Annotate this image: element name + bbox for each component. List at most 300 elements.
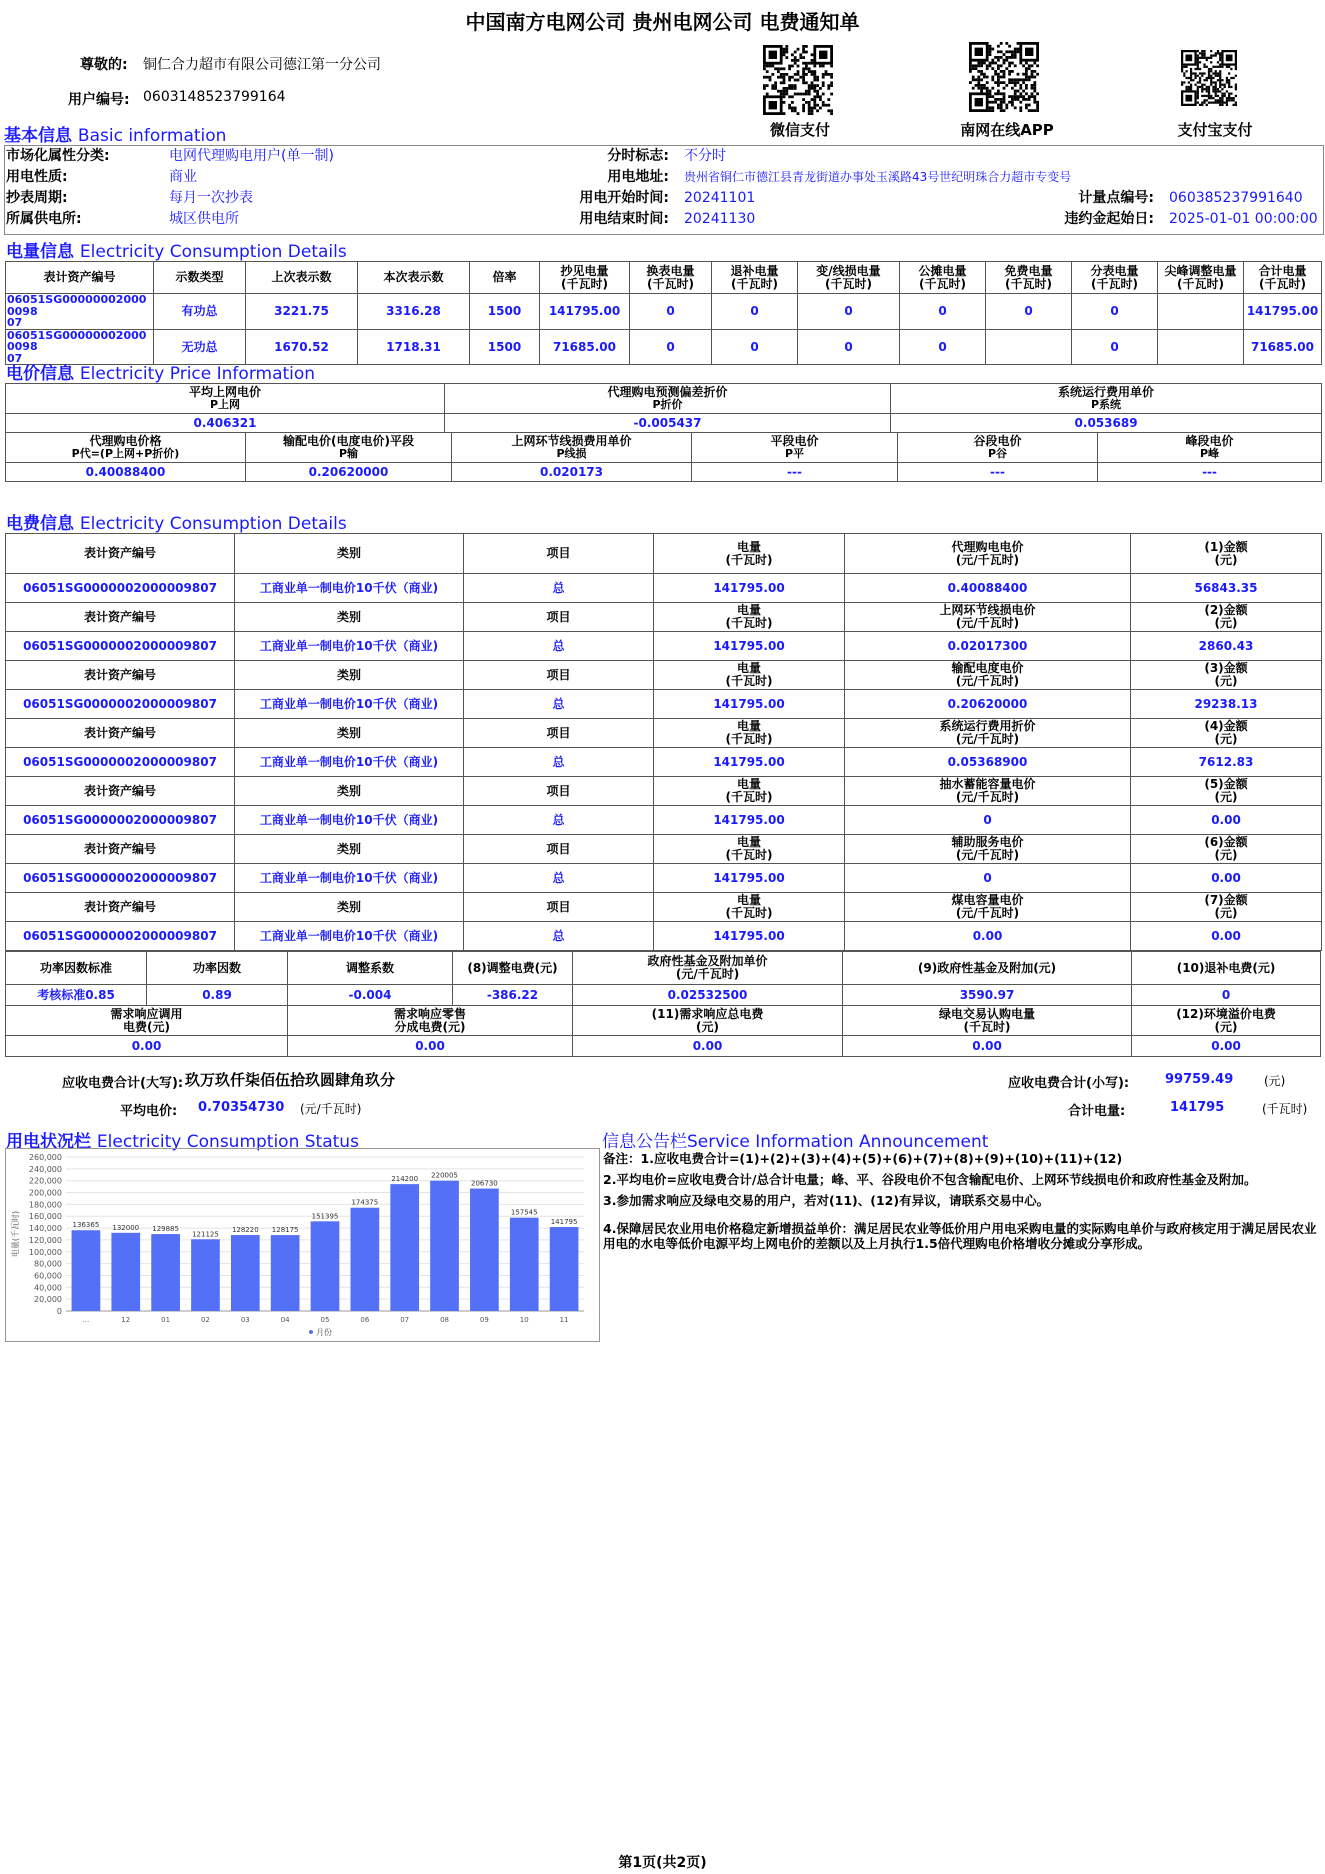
y-tick-label: 200,000 (28, 1188, 62, 1198)
header-text: 本次表示数 (383, 270, 444, 285)
consumption-cell: 1718.31 (358, 329, 470, 365)
header-text: (元) (696, 1019, 719, 1034)
header-text: 需求响应零售 (393, 1006, 466, 1021)
fee-header-row (6, 835, 1322, 864)
price-header-cell (891, 384, 1322, 414)
fee-value-row (6, 632, 1322, 661)
header-text: 项目 (546, 783, 571, 798)
fee-value-cell: 0.20620000 (845, 690, 1131, 719)
fee-header-cell (1131, 661, 1322, 690)
header-text: 调整系数 (345, 960, 394, 975)
fee-header-cell (1131, 893, 1322, 922)
header-text: (元) (1214, 906, 1238, 920)
basic-info-label: 用电地址: (607, 169, 669, 186)
header-text: (千瓦时) (963, 1019, 1011, 1034)
x-tick-label: 06 (360, 1316, 370, 1324)
header-text: P平 (784, 447, 805, 461)
header-text: P峰 (1200, 447, 1220, 461)
fee-header-cell (6, 534, 235, 574)
meter-asset-id: 06051SG000000020000098 07 (6, 329, 154, 365)
y-tick-label: 220,000 (28, 1176, 62, 1186)
fee-value-row (6, 922, 1322, 951)
consumption-cell: 0 (986, 294, 1072, 330)
qr-code-icon (763, 45, 833, 115)
adjustment-value-cell: 0.00 (573, 1036, 843, 1057)
consumption-header-cell (1072, 262, 1158, 294)
x-tick-label: 04 (280, 1316, 290, 1324)
header-text: 电量 (736, 603, 761, 618)
notice-item: 2.平均电价=应收电费合计/总合计电量；峰、平、谷段电价不包含输配电价、上网环节线损电价和政府性基金及附加。 (603, 1171, 1257, 1187)
price-value-row (6, 414, 1322, 433)
fee-value-cell: 29238.13 (1131, 690, 1322, 719)
fee-value-cell: 总 (464, 864, 654, 893)
bar (470, 1189, 499, 1311)
fee-value-row (6, 574, 1322, 603)
fee-value-cell: 0.02017300 (845, 632, 1131, 661)
fee-header-cell (464, 661, 654, 690)
adjustment-header-cell (843, 952, 1132, 985)
basic-info-value: 不分时 (684, 148, 726, 165)
price-header-cell (6, 433, 246, 463)
adjustment-value-cell: 3590.97 (843, 985, 1132, 1006)
y-tick-label: 240,000 (28, 1164, 62, 1174)
fee-header-cell (235, 893, 464, 922)
adjustment-header-cell (1132, 1006, 1321, 1036)
header-text: (元/千瓦时) (955, 790, 1020, 804)
bar-data-label: 141795 (550, 1218, 578, 1227)
fee-value-cell: 总 (464, 806, 654, 835)
price-value-cell: 0.406321 (6, 414, 445, 433)
y-tick-label: 180,000 (28, 1200, 62, 1210)
header-text: (千瓦时) (1177, 276, 1224, 291)
header-text: 表计资产编号 (43, 270, 116, 285)
consumption-heading: 电量信息 Electricity Consumption Details (6, 242, 347, 262)
header-text: (元/千瓦时) (675, 967, 740, 981)
customer-label: 尊敬的: (80, 57, 128, 73)
adjustment-header-cell (288, 952, 453, 985)
header-text: (元) (1214, 552, 1238, 567)
basic-info-row (5, 146, 1321, 167)
account-number: 0603148523799164 (143, 89, 286, 105)
fee-value-cell: 工商业单一制电价10千伏（商业) (235, 864, 464, 893)
fee-value-cell: 总 (464, 632, 654, 661)
fee-header-cell (464, 835, 654, 864)
basic-info-value: 电网代理购电用户(单一制) (169, 148, 334, 165)
x-tick-label: 12 (121, 1316, 131, 1324)
fee-header-row (6, 777, 1322, 806)
header-text: 项目 (546, 725, 571, 740)
fee-value-cell: 06051SG0000002000009807 (6, 574, 235, 603)
fee-table (5, 533, 1322, 951)
price-value-cell: --- (692, 463, 898, 482)
header-text: (10)退补电费(元) (1176, 960, 1276, 975)
fee-header-cell (1131, 534, 1322, 574)
adjustment-value-cell: 0.00 (6, 1036, 288, 1057)
consumption-header-cell (1158, 262, 1244, 294)
adjustment-header-cell (573, 1006, 843, 1036)
basic-info-label: 分时标志: (607, 148, 669, 165)
fee-value-cell: 141795.00 (654, 690, 845, 719)
fee-header-cell (654, 661, 845, 690)
status-heading: 用电状况栏 Electricity Consumption Status (6, 1132, 359, 1152)
fee-header-cell (235, 777, 464, 806)
bar (510, 1218, 539, 1311)
header-text: P代=(P上网+P折价) (71, 447, 180, 461)
fee-value-row (6, 690, 1322, 719)
fee-header-cell (654, 534, 845, 574)
header-text: 表计资产编号 (83, 725, 156, 740)
header-text: 抽水蓄能容量电价 (939, 777, 1036, 792)
header-text: (6)金额 (1204, 835, 1248, 850)
avg-price-value: 0.70354730 (198, 1100, 285, 1115)
x-tick-label: 05 (320, 1316, 330, 1324)
page-title: 中国南方电网公司 贵州电网公司 电费通知单 (465, 10, 860, 34)
y-tick-label: 100,000 (28, 1247, 62, 1257)
avg-price-unit: (元/千瓦时) (300, 1102, 362, 1116)
basic-info-value: 商业 (169, 169, 197, 186)
header-text: P上网 (209, 398, 241, 412)
fee-value-cell: 0.05368900 (845, 748, 1131, 777)
header-text: 项目 (546, 841, 571, 856)
header-text: 尖峰调整电量 (1164, 263, 1237, 278)
consumption-cell: 无功总 (154, 329, 246, 365)
page-number: 第1页(共2页) (618, 1855, 707, 1871)
header-text: (元/千瓦时) (955, 552, 1020, 567)
consumption-cell: 0 (798, 329, 900, 365)
y-tick-label: 20,000 (34, 1295, 62, 1305)
header-text: (2)金额 (1204, 603, 1248, 618)
fee-value-cell: 0 (845, 806, 1131, 835)
fee-header-cell (235, 534, 464, 574)
meter-asset-id: 06051SG000000020000098 07 (6, 294, 154, 330)
header-text: (元) (1214, 848, 1238, 862)
fee-value-cell: 0.00 (1131, 806, 1322, 835)
fee-header-cell (235, 835, 464, 864)
header-text: (千瓦时) (725, 906, 773, 920)
fee-value-cell: 7612.83 (1131, 748, 1322, 777)
header-text: 公摊电量 (918, 263, 967, 278)
header-text: (5)金额 (1204, 777, 1248, 792)
fee-header-cell (235, 661, 464, 690)
consumption-header-cell (246, 262, 358, 294)
header-text: 输配电度电价 (951, 661, 1024, 676)
header-text: 平段电价 (770, 434, 819, 449)
header-text: 需求响应调用 (110, 1006, 183, 1021)
header-text: 类别 (336, 841, 361, 856)
fee-value-cell: 141795.00 (654, 922, 845, 951)
header-text: 绿电交易认购电量 (939, 1006, 1036, 1021)
y-tick-label: 260,000 (28, 1153, 62, 1162)
header-text: 功率因数 (192, 960, 241, 975)
header-text: (千瓦时) (919, 276, 966, 291)
basic-info-label: 计量点编号: (1078, 190, 1154, 207)
fee-value-cell: 06051SG0000002000009807 (6, 748, 235, 777)
fee-value-cell: 141795.00 (654, 806, 845, 835)
fee-value-cell: 06051SG0000002000009807 (6, 690, 235, 719)
bar-data-label: 206730 (471, 1179, 498, 1188)
header-text: 煤电容量电价 (951, 893, 1024, 908)
header-text: 分成电费(元) (394, 1019, 466, 1034)
notice-item: 备注：1.应收电费合计=(1)+(2)+(3)+(4)+(5)+(6)+(7)+(8)+(9)+(10)+(11)+(12) (603, 1151, 1123, 1166)
fee-value-row (6, 748, 1322, 777)
total-kwh-value: 141795 (1170, 1100, 1225, 1115)
notice-heading: 信息公告栏Service Information Announcement (602, 1132, 989, 1152)
header-text: 分表电量 (1090, 263, 1139, 278)
price-value-cell: 0.40088400 (6, 463, 246, 482)
x-tick-label: 09 (479, 1316, 489, 1324)
avg-price-label: 平均电价: (120, 1104, 178, 1119)
total-kwh-label: 合计电量: (1068, 1104, 1126, 1119)
price-value-cell: 0.020173 (452, 463, 692, 482)
header-text: (3)金额 (1204, 661, 1248, 676)
header-text: 电量 (736, 661, 761, 676)
consumption-table (5, 261, 1322, 365)
basic-info-label: 抄表周期: (6, 190, 68, 207)
y-tick-label: 0 (56, 1307, 62, 1316)
consumption-header-cell (358, 262, 470, 294)
fee-value-cell: 56843.35 (1131, 574, 1322, 603)
header-text: P线损 (556, 447, 587, 461)
fee-header-cell (235, 603, 464, 632)
header-text: 系统运行费用折价 (939, 719, 1036, 734)
basic-info-value: 20241130 (684, 211, 756, 228)
bar (151, 1234, 180, 1311)
header-text: (7)金额 (1204, 893, 1248, 908)
header-text: 项目 (546, 667, 571, 682)
fee-value-cell: 141795.00 (654, 574, 845, 603)
x-tick-label: 02 (201, 1316, 210, 1324)
header-text: 政府性基金及附加单价 (647, 954, 768, 969)
fee-heading: 电费信息 Electricity Consumption Details (6, 514, 347, 534)
fee-value-cell: 06051SG0000002000009807 (6, 864, 235, 893)
fee-header-cell (464, 603, 654, 632)
fee-header-cell (845, 661, 1131, 690)
header-text: 类别 (336, 667, 361, 682)
adjustment-value-cell: 0.89 (147, 985, 288, 1006)
consumption-bar-chart (6, 1149, 599, 1341)
bar (311, 1221, 340, 1311)
fee-value-cell: 工商业单一制电价10千伏（商业) (235, 574, 464, 603)
consumption-cell: 3316.28 (358, 294, 470, 330)
x-tick-label: ... (82, 1316, 90, 1324)
consumption-row (6, 294, 1322, 330)
fee-value-cell: 总 (464, 748, 654, 777)
consumption-cell: 0 (798, 294, 900, 330)
consumption-cell: 0 (712, 329, 798, 365)
fee-header-cell (1131, 719, 1322, 748)
header-text: 电量 (736, 777, 761, 792)
header-text: 代理购电预测偏差折价 (607, 385, 728, 400)
header-text: 表计资产编号 (83, 899, 156, 914)
basic-info-label: 所属供电所: (6, 211, 82, 228)
fee-header-row (6, 719, 1322, 748)
price-header-row (6, 384, 1322, 414)
header-text: 示数类型 (175, 270, 224, 285)
fee-value-cell: 总 (464, 690, 654, 719)
bar-data-label: 220005 (431, 1171, 458, 1180)
header-text: (元) (1214, 790, 1238, 804)
header-text: 项目 (546, 546, 571, 561)
adjustment-value-cell: 考核标准0.85 (6, 985, 147, 1006)
fee-header-cell (654, 893, 845, 922)
consumption-cell: 有功总 (154, 294, 246, 330)
consumption-cell: 1500 (470, 294, 540, 330)
header-text: 表计资产编号 (83, 546, 156, 561)
basic-info-value: 城区供电所 (169, 211, 239, 228)
price-value-cell: --- (898, 463, 1098, 482)
header-text: (元/千瓦时) (955, 848, 1020, 862)
fee-header-cell (464, 719, 654, 748)
fee-value-cell: 141795.00 (654, 864, 845, 893)
basic-info-label: 市场化属性分类: (6, 148, 110, 165)
header-text: 电费(元) (123, 1019, 170, 1034)
header-text: 电量 (736, 539, 761, 554)
header-text: (元) (1214, 674, 1238, 688)
adjustment-header-row (6, 952, 1321, 985)
fee-value-cell: 06051SG0000002000009807 (6, 632, 235, 661)
header-text: 类别 (336, 546, 361, 561)
price-header-cell (6, 384, 445, 414)
adjustment-value-cell: 0.00 (1132, 1036, 1321, 1057)
fee-value-cell: 工商业单一制电价10千伏（商业) (235, 690, 464, 719)
adjustment-value-cell: 0.00 (288, 1036, 573, 1057)
bar (390, 1184, 419, 1311)
bar (550, 1227, 579, 1311)
consumption-header-cell (540, 262, 630, 294)
bar-data-label: 174375 (351, 1198, 379, 1207)
header-text: (千瓦时) (1005, 276, 1052, 291)
bar (430, 1181, 459, 1311)
adjustment-value-cell: 0 (1132, 985, 1321, 1006)
header-text: 功率因数标准 (39, 960, 112, 975)
consumption-cell: 0 (1072, 294, 1158, 330)
header-text: (12)环境溢价电费 (1176, 1006, 1276, 1021)
y-tick-label: 60,000 (34, 1271, 62, 1281)
fee-header-cell (1131, 777, 1322, 806)
y-tick-label: 120,000 (28, 1235, 62, 1245)
header-text: 退补电量 (730, 263, 779, 278)
consumption-cell: 1500 (470, 329, 540, 365)
qr-code-icon (969, 42, 1039, 112)
fee-value-cell: 总 (464, 922, 654, 951)
header-text: 辅助服务电价 (951, 835, 1024, 850)
header-text: (8)调整电费(元) (467, 960, 558, 975)
x-tick-label: 03 (240, 1316, 250, 1324)
consumption-header-cell (900, 262, 986, 294)
adjustment-header-cell (843, 1006, 1132, 1036)
header-text: (元/千瓦时) (955, 906, 1020, 920)
fee-value-cell: 141795.00 (654, 632, 845, 661)
consumption-cell: 71685.00 (1244, 329, 1322, 365)
adjustment-header-cell (6, 952, 147, 985)
basic-info-value: 20241101 (684, 190, 756, 207)
header-text: 项目 (546, 899, 571, 914)
price-header-cell (898, 433, 1098, 463)
customer-name: 铜仁合力超市有限公司德江第一分公司 (143, 57, 381, 73)
bar (231, 1235, 260, 1311)
x-axis-label: 月份 (316, 1328, 332, 1337)
bar-data-label: 128220 (231, 1226, 259, 1235)
fee-header-cell (464, 777, 654, 806)
fee-value-cell: 06051SG0000002000009807 (6, 806, 235, 835)
header-text: 变/线损电量 (816, 263, 881, 278)
x-tick-label: 01 (161, 1316, 171, 1324)
price-header-cell (246, 433, 452, 463)
price-value-cell: -0.005437 (445, 414, 891, 433)
basic-info-value: 060385237991640 (1169, 190, 1303, 207)
bar-data-label: 151395 (311, 1212, 339, 1221)
consumption-header-cell (712, 262, 798, 294)
fee-header-cell (845, 534, 1131, 574)
consumption-cell: 0 (900, 329, 986, 365)
payment-caption: 微信支付 (769, 121, 830, 139)
header-text: P折价 (652, 398, 683, 412)
fee-header-row (6, 534, 1322, 574)
qr-code-icon (1181, 50, 1237, 106)
header-text: (千瓦时) (1259, 276, 1306, 291)
basic-info-row (5, 209, 1321, 230)
header-text: 类别 (336, 783, 361, 798)
consumption-header-cell (6, 262, 154, 294)
fee-value-cell: 06051SG0000002000009807 (6, 922, 235, 951)
header-text: 电量 (736, 835, 761, 850)
header-text: (千瓦时) (725, 732, 773, 746)
fee-header-row (6, 661, 1322, 690)
bar-data-label: 157545 (510, 1208, 538, 1217)
header-text: (千瓦时) (725, 790, 773, 804)
header-text: 上网环节线损费用单价 (511, 434, 632, 449)
consumption-header-cell (154, 262, 246, 294)
fee-value-cell: 0.00 (845, 922, 1131, 951)
header-text: (元) (1214, 616, 1238, 630)
header-text: 表计资产编号 (83, 841, 156, 856)
header-text: (元/千瓦时) (955, 616, 1020, 630)
consumption-cell (1158, 294, 1244, 330)
basic-info-value: 贵州省铜仁市德江县青龙街道办事处玉溪路43号世纪明珠合力超市专变号 (684, 170, 1072, 185)
fee-header-cell (1131, 835, 1322, 864)
price-header-cell (445, 384, 891, 414)
adjustment-value-cell: 0.00 (843, 1036, 1132, 1057)
fee-header-cell (6, 661, 235, 690)
basic-info-table (5, 146, 1321, 230)
consumption-cell (1158, 329, 1244, 365)
adjustment-header-row (6, 1006, 1321, 1036)
header-text: P谷 (988, 447, 1008, 461)
consumption-cell: 0 (712, 294, 798, 330)
fee-value-cell: 141795.00 (654, 748, 845, 777)
basic-info-value: 每月一次抄表 (169, 190, 253, 207)
fee-header-cell (654, 835, 845, 864)
header-text: 抄见电量 (560, 263, 609, 278)
header-text: (4)金额 (1204, 719, 1248, 734)
basic-info-label: 用电开始时间: (579, 190, 669, 207)
consumption-chart-box (5, 1148, 600, 1342)
header-text: 表计资产编号 (83, 667, 156, 682)
header-text: 峰段电价 (1185, 434, 1234, 449)
basic-info-label: 用电性质: (6, 169, 68, 186)
header-text: 类别 (336, 609, 361, 624)
y-axis-label: 电量(千瓦时) (11, 1210, 20, 1258)
header-text: 输配电价(电度电价)平段 (283, 434, 414, 449)
basic-info-label (1015, 146, 1155, 167)
adjustment-value-cell: -0.004 (288, 985, 453, 1006)
bar (271, 1235, 300, 1311)
consumption-cell: 0 (630, 329, 712, 365)
consumption-cell: 1670.52 (246, 329, 358, 365)
consumption-cell: 71685.00 (540, 329, 630, 365)
fee-header-cell (845, 835, 1131, 864)
total-upper-label: 应收电费合计(大写): (62, 1076, 184, 1091)
